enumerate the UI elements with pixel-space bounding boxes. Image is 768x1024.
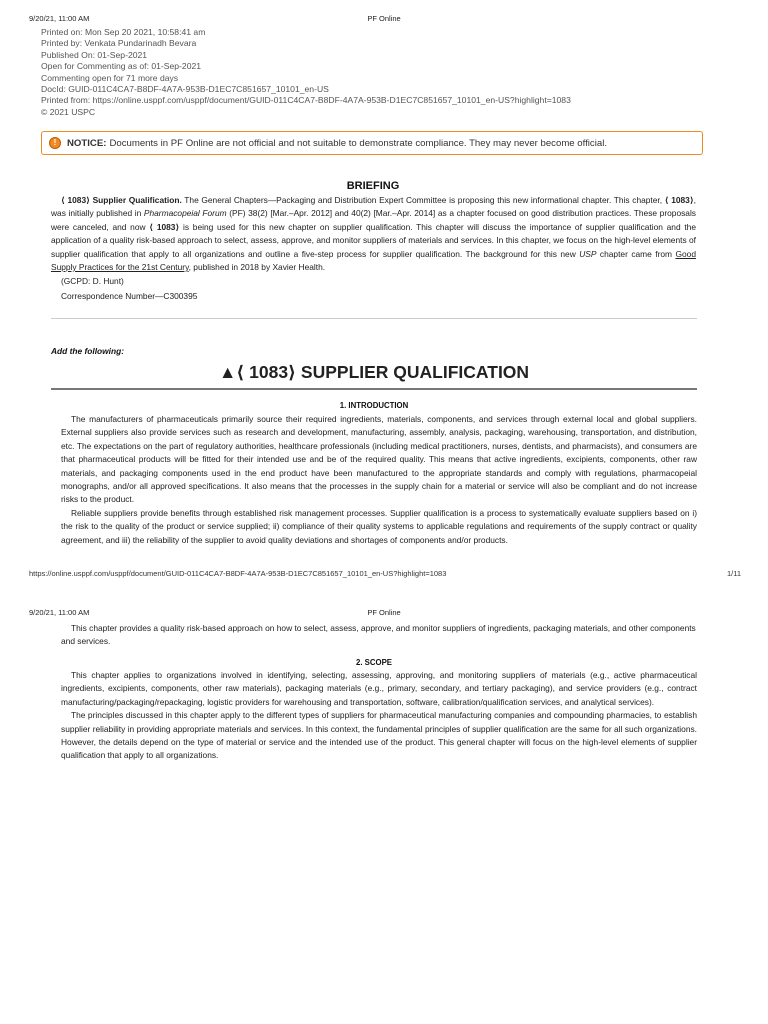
scope-paragraph: The principles discussed in this chapter apply to the different types of suppliers for pharmaceutical manufacturing companies and compounding pharmacies, to establish supplier reliability in providing appropriate materials and services. In this context, the fundamental principles of supplier qualification are the same for all such organizations. However, the details depend on the type of material or service and the intended use of the product. This general chapter will focus on the high-level elements of supplier qualification that apply to all organizations.: [61, 710, 697, 761]
add-following-label: Add the following:: [51, 346, 125, 356]
chapter-title: ▲⟨ 1083⟩ SUPPLIER QUALIFICATION: [218, 362, 530, 382]
section-divider: [51, 318, 697, 319]
briefing-text: chapter came from: [596, 248, 676, 259]
notice-label: NOTICE:: [67, 137, 107, 149]
introduction-paragraph: Reliable suppliers provide benefits through established risk management processes. Supplier qualification is a process to systematically evaluate suppliers based on i) the risk to the quality of the product or service supplied; ii) compliance of their quality systems to applicable regulations and requirements of the supply contract or quality agreement, and iii) the reliability of the supplier to avoid quality deviations and shortages of components and/or products.: [61, 507, 697, 545]
page-number: 1/11: [727, 569, 742, 578]
printed-on: Printed on: Mon Sep 20 2021, 10:58:41 am: [41, 27, 206, 37]
print-header-datetime: 9/20/21, 11:00 AM: [29, 14, 90, 23]
good-supply-practices-link[interactable]: Good Supply Practices for the 21st Century: [51, 248, 696, 273]
scope-body: [61, 669, 697, 763]
briefing-text: The General Chapters—Packaging and Distribution Expert Committee is proposing this new informational chapter. This chapter,: [181, 195, 665, 205]
print-footer-url: https://online.usppf.com/usppf/document/GUID-011C4CA7-B8DF-4A7A-953B-D1EC7C851657_10101_en-US?highlight=1083: [29, 569, 447, 578]
scope-paragraph: This chapter applies to organizations involved in identifying, selecting, assessing, approving, and monitoring suppliers of materials (e.g., active pharmaceutical ingredients, excipients, components, other raw materials), packaging materials (e.g., primary, secondary, and tertiary packaging), and service providers (e.g., contract manufacturing/packaging/repackaging, logistic providers for warehousing and transportation, software, calibration/qualification services, and analytical services).: [61, 670, 697, 707]
notice-banner: [41, 131, 703, 155]
usp-label: USP: [579, 248, 597, 259]
introduction-heading: 1. INTRODUCTION: [339, 401, 409, 410]
print-header-app-name: PF Online: [367, 14, 401, 23]
briefing-text: , was initially published in: [51, 195, 696, 219]
introduction-paragraph: This chapter provides a quality risk-based approach on how to select, assess, approve, and monitor suppliers of ingredients, packaging materials, and other components and services.: [61, 623, 696, 647]
open-for-commenting: Open for Commenting as of: 01-Sep-2021: [41, 61, 202, 72]
printed-from: Printed from: https://online.usppf.com/usppf/document/GUID-011C4CA7-B8DF-4A7A-953B-D1EC7C851657_10101_en-US?highlight=1083: [41, 95, 571, 106]
chapter-title-rule: [51, 388, 697, 390]
briefing-paragraph: [51, 194, 696, 274]
gcpd-line: (GCPD: D. Hunt): [61, 276, 124, 286]
briefing-lead: ⟨ 1083⟩ Supplier Qualification.: [61, 195, 182, 205]
print-header-datetime: 9/20/21, 11:00 AM: [29, 608, 90, 617]
chapter-ref: ⟨ 1083⟩: [149, 221, 180, 232]
published-on: Published On: 01-Sep-2021: [41, 49, 148, 60]
chapter-ref: ⟨ 1083⟩: [664, 195, 694, 205]
briefing-text: (PF) 38(2) [Mar.–Apr. 2012] and 40(2) [Mar.–Apr. 2014] as a chapter focused on good distribution practices. These proposals were canceled, and now: [51, 208, 696, 232]
document-metadata: [41, 27, 571, 118]
doc-id: DocId: GUID-011C4CA7-B8DF-4A7A-953B-D1EC7C851657_10101_en-US: [41, 84, 329, 95]
journal-name: Pharmacopeial Forum: [143, 208, 227, 219]
introduction-body: [61, 413, 697, 547]
briefing-heading: BRIEFING: [346, 180, 400, 192]
exclamation-circle-icon: !: [49, 137, 61, 149]
briefing-text: is being used for this new chapter on supplier qualification. This chapter will discuss the importance of supplier qualification and the application of a quality risk-based approach to select, assess, approve, and monitor suppliers of materials and services. In this chapter, we focus on the high-level elements of supplier qualification that apply to all organizations and outline a five-step process for supplier qualification. The background for this new: [51, 221, 696, 259]
print-header-app-name: PF Online: [367, 608, 401, 617]
commenting-open: Commenting open for 71 more days: [41, 72, 179, 83]
introduction-paragraph: The manufacturers of pharmaceuticals primarily source their required ingredients, materials, components, and services through external local and global suppliers. External suppliers also provide services such as research and development, manufacturing, assembly, analysis, packaging, warehousing, transportation, and distribution, etc. The expectations on the part of regulatory authorities, healthcare professionals (including medical practitioners, nurses, dentists, and pharmacists), and consumers are that pharmaceutical products will be fitted for their intended use and be of the required quality. This means that active ingredients, excipients, components, other raw materials, and packaging components used in the end product have been manufactured to the appropriate standards and comply with regulations, pharmacopeial monographs, and/or all approved specifications. It also means that the processes in the supply chain for a material or service will also be compliant and do not increase risks to the product.: [61, 414, 697, 505]
correspondence-number: Correspondence Number—C300395: [61, 291, 198, 301]
notice-text: Documents in PF Online are not official and not suitable to demonstrate compliance. They may never become official.: [109, 137, 607, 149]
printed-by: Printed by: Venkata Pundarinadh Bevara: [41, 38, 197, 49]
scope-heading: 2. SCOPE: [356, 658, 392, 667]
copyright: © 2021 USPC: [41, 106, 96, 117]
briefing-text: , published in 2018 by Xavier Health.: [188, 262, 326, 273]
